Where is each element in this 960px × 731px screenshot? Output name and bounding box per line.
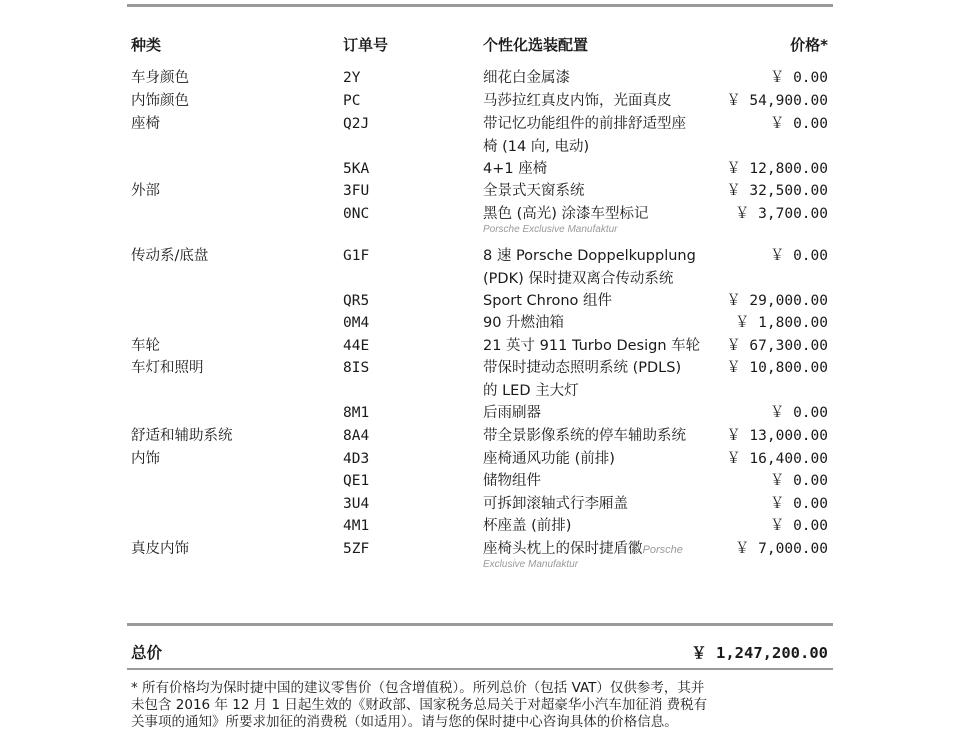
row-order-code: 4M1 <box>343 518 370 534</box>
row-price: ￥ 0.00 <box>769 248 828 264</box>
total-price: ￥ 1,247,200.00 <box>691 644 828 662</box>
row-order-code: 0NC <box>343 206 370 222</box>
footnote-line: * 所有价格均为保时捷中国的建议零售价（包含增值税）。所列总价（包括 VAT）仅供参考，其并 <box>131 680 705 696</box>
footnote-line: 未包含 2016 年 12 月 1 日起生效的《财政部、国家税务总局关于对超豪华小汽车加征消 费税有 <box>131 697 708 713</box>
total-label: 总价 <box>131 644 163 662</box>
row-order-code: G1F <box>343 248 370 264</box>
configuration-line: Sport Chrono 组件 <box>483 293 613 309</box>
row-price: ￥ 12,800.00 <box>726 161 828 177</box>
configuration-line: 的 LED 主大灯 <box>483 382 579 399</box>
row-price: ￥ 0.00 <box>769 496 828 512</box>
configuration-line: 座椅通风功能 (前排) <box>483 451 615 467</box>
row-price: ￥ 0.00 <box>769 116 828 132</box>
row-order-code: QR5 <box>343 293 370 309</box>
manufaktur-note: Porsche <box>642 544 683 556</box>
configuration-line: 椅 (14 向, 电动) <box>483 138 590 155</box>
configuration-line: 带记忆功能组件的前排舒适型座 <box>483 116 686 132</box>
row-configuration <box>483 470 541 493</box>
header-category: 种类 <box>131 36 162 54</box>
row-price: ￥ 0.00 <box>769 70 828 86</box>
row-price: ￥ 13,000.00 <box>726 428 828 444</box>
row-configuration <box>483 203 649 226</box>
row-category: 车轮 <box>131 338 160 354</box>
row-order-code: 2Y <box>343 70 361 86</box>
row-price: ￥ 54,900.00 <box>726 93 828 109</box>
row-category: 内饰颜色 <box>131 93 189 109</box>
row-order-code: QE1 <box>343 473 370 489</box>
footnote-line: 关事项的通知》所要求加征的消费税（如适用）。请与您的保时捷中心咨询具体的价格信息。 <box>131 714 678 730</box>
row-category: 舒适和辅助系统 <box>131 428 233 444</box>
row-price: ￥ 0.00 <box>769 473 828 489</box>
row-price: ￥ 29,000.00 <box>726 293 828 309</box>
row-category: 真皮内饰 <box>131 541 189 557</box>
header-price: 价格* <box>790 36 828 54</box>
configuration-line: 4+1 座椅 <box>483 161 548 177</box>
row-order-code: 8IS <box>343 360 370 376</box>
row-category: 车灯和照明 <box>131 360 204 376</box>
row-configuration <box>483 158 547 181</box>
configuration-line: 全景式天窗系统 <box>483 183 585 199</box>
row-category: 车身颜色 <box>131 70 189 86</box>
row-order-code: 8M1 <box>343 405 370 421</box>
row-configuration <box>483 493 628 516</box>
row-price: ￥ 10,800.00 <box>726 360 828 376</box>
row-order-code: 5ZF <box>343 541 370 557</box>
configuration-line: 8 速 Porsche Doppelkupplung <box>483 248 696 264</box>
configuration-line: 马莎拉红真皮内饰，光面真皮 <box>483 93 672 109</box>
row-price: ￥ 16,400.00 <box>726 451 828 467</box>
price-footnote <box>131 680 831 731</box>
row-price: ￥ 7,000.00 <box>734 541 828 557</box>
configuration-line: 杯座盖 (前排) <box>483 518 572 534</box>
configuration-line: 座椅头枕上的保时捷盾徽Porsche <box>483 541 683 557</box>
row-configuration <box>483 67 570 90</box>
header-order-number: 订单号 <box>343 36 389 54</box>
configuration-line: 储物组件 <box>483 473 541 489</box>
row-order-code: 44E <box>343 338 370 354</box>
configuration-line: (PDK) 保时捷双离合传动系统 <box>483 270 674 287</box>
configuration-line: 21 英寸 911 Turbo Design 车轮 <box>483 338 701 354</box>
configuration-line: 后雨刷器 <box>483 405 541 421</box>
row-order-code: 0M4 <box>343 315 370 331</box>
configuration-line: 带保时捷动态照明系统 (PDLS) <box>483 360 682 376</box>
row-configuration <box>483 290 612 313</box>
row-configuration <box>483 180 585 203</box>
row-price: ￥ 1,800.00 <box>734 315 828 331</box>
row-order-code: 5KA <box>343 161 370 177</box>
row-category: 外部 <box>131 183 160 199</box>
configuration-line: 黑色 (高光) 涂漆车型标记 <box>483 206 649 222</box>
row-order-code: Q2J <box>343 116 370 132</box>
row-order-code: 8A4 <box>343 428 370 444</box>
row-price: ￥ 67,300.00 <box>726 338 828 354</box>
row-order-code: 3U4 <box>343 496 370 512</box>
row-price: ￥ 3,700.00 <box>734 206 828 222</box>
row-order-code: 4D3 <box>343 451 370 467</box>
top-divider <box>127 4 833 7</box>
row-configuration <box>483 402 541 425</box>
row-configuration <box>483 312 564 335</box>
configuration-line: 90 升燃油箱 <box>483 315 565 331</box>
row-price: ￥ 0.00 <box>769 518 828 534</box>
row-order-code: PC <box>343 93 361 109</box>
configuration-line: 细花白金属漆 <box>483 70 570 86</box>
header-configuration: 个性化选装配置 <box>483 36 589 54</box>
configuration-line: 带全景影像系统的停车辅助系统 <box>483 428 686 444</box>
row-category: 传动系/底盘 <box>131 248 209 264</box>
row-configuration <box>483 448 615 471</box>
row-price: ￥ 0.00 <box>769 405 828 421</box>
total-bottom-divider <box>127 668 833 670</box>
manufaktur-note: Exclusive Manufaktur <box>483 559 579 570</box>
total-top-divider <box>127 623 833 626</box>
manufaktur-note: Porsche Exclusive Manufaktur <box>483 224 618 235</box>
row-category: 座椅 <box>131 116 160 132</box>
row-price: ￥ 32,500.00 <box>726 183 828 199</box>
configuration-line: 可拆卸滚轴式行李厢盖 <box>483 496 628 512</box>
row-configuration <box>483 515 571 538</box>
row-category: 内饰 <box>131 451 160 467</box>
row-order-code: 3FU <box>343 183 370 199</box>
